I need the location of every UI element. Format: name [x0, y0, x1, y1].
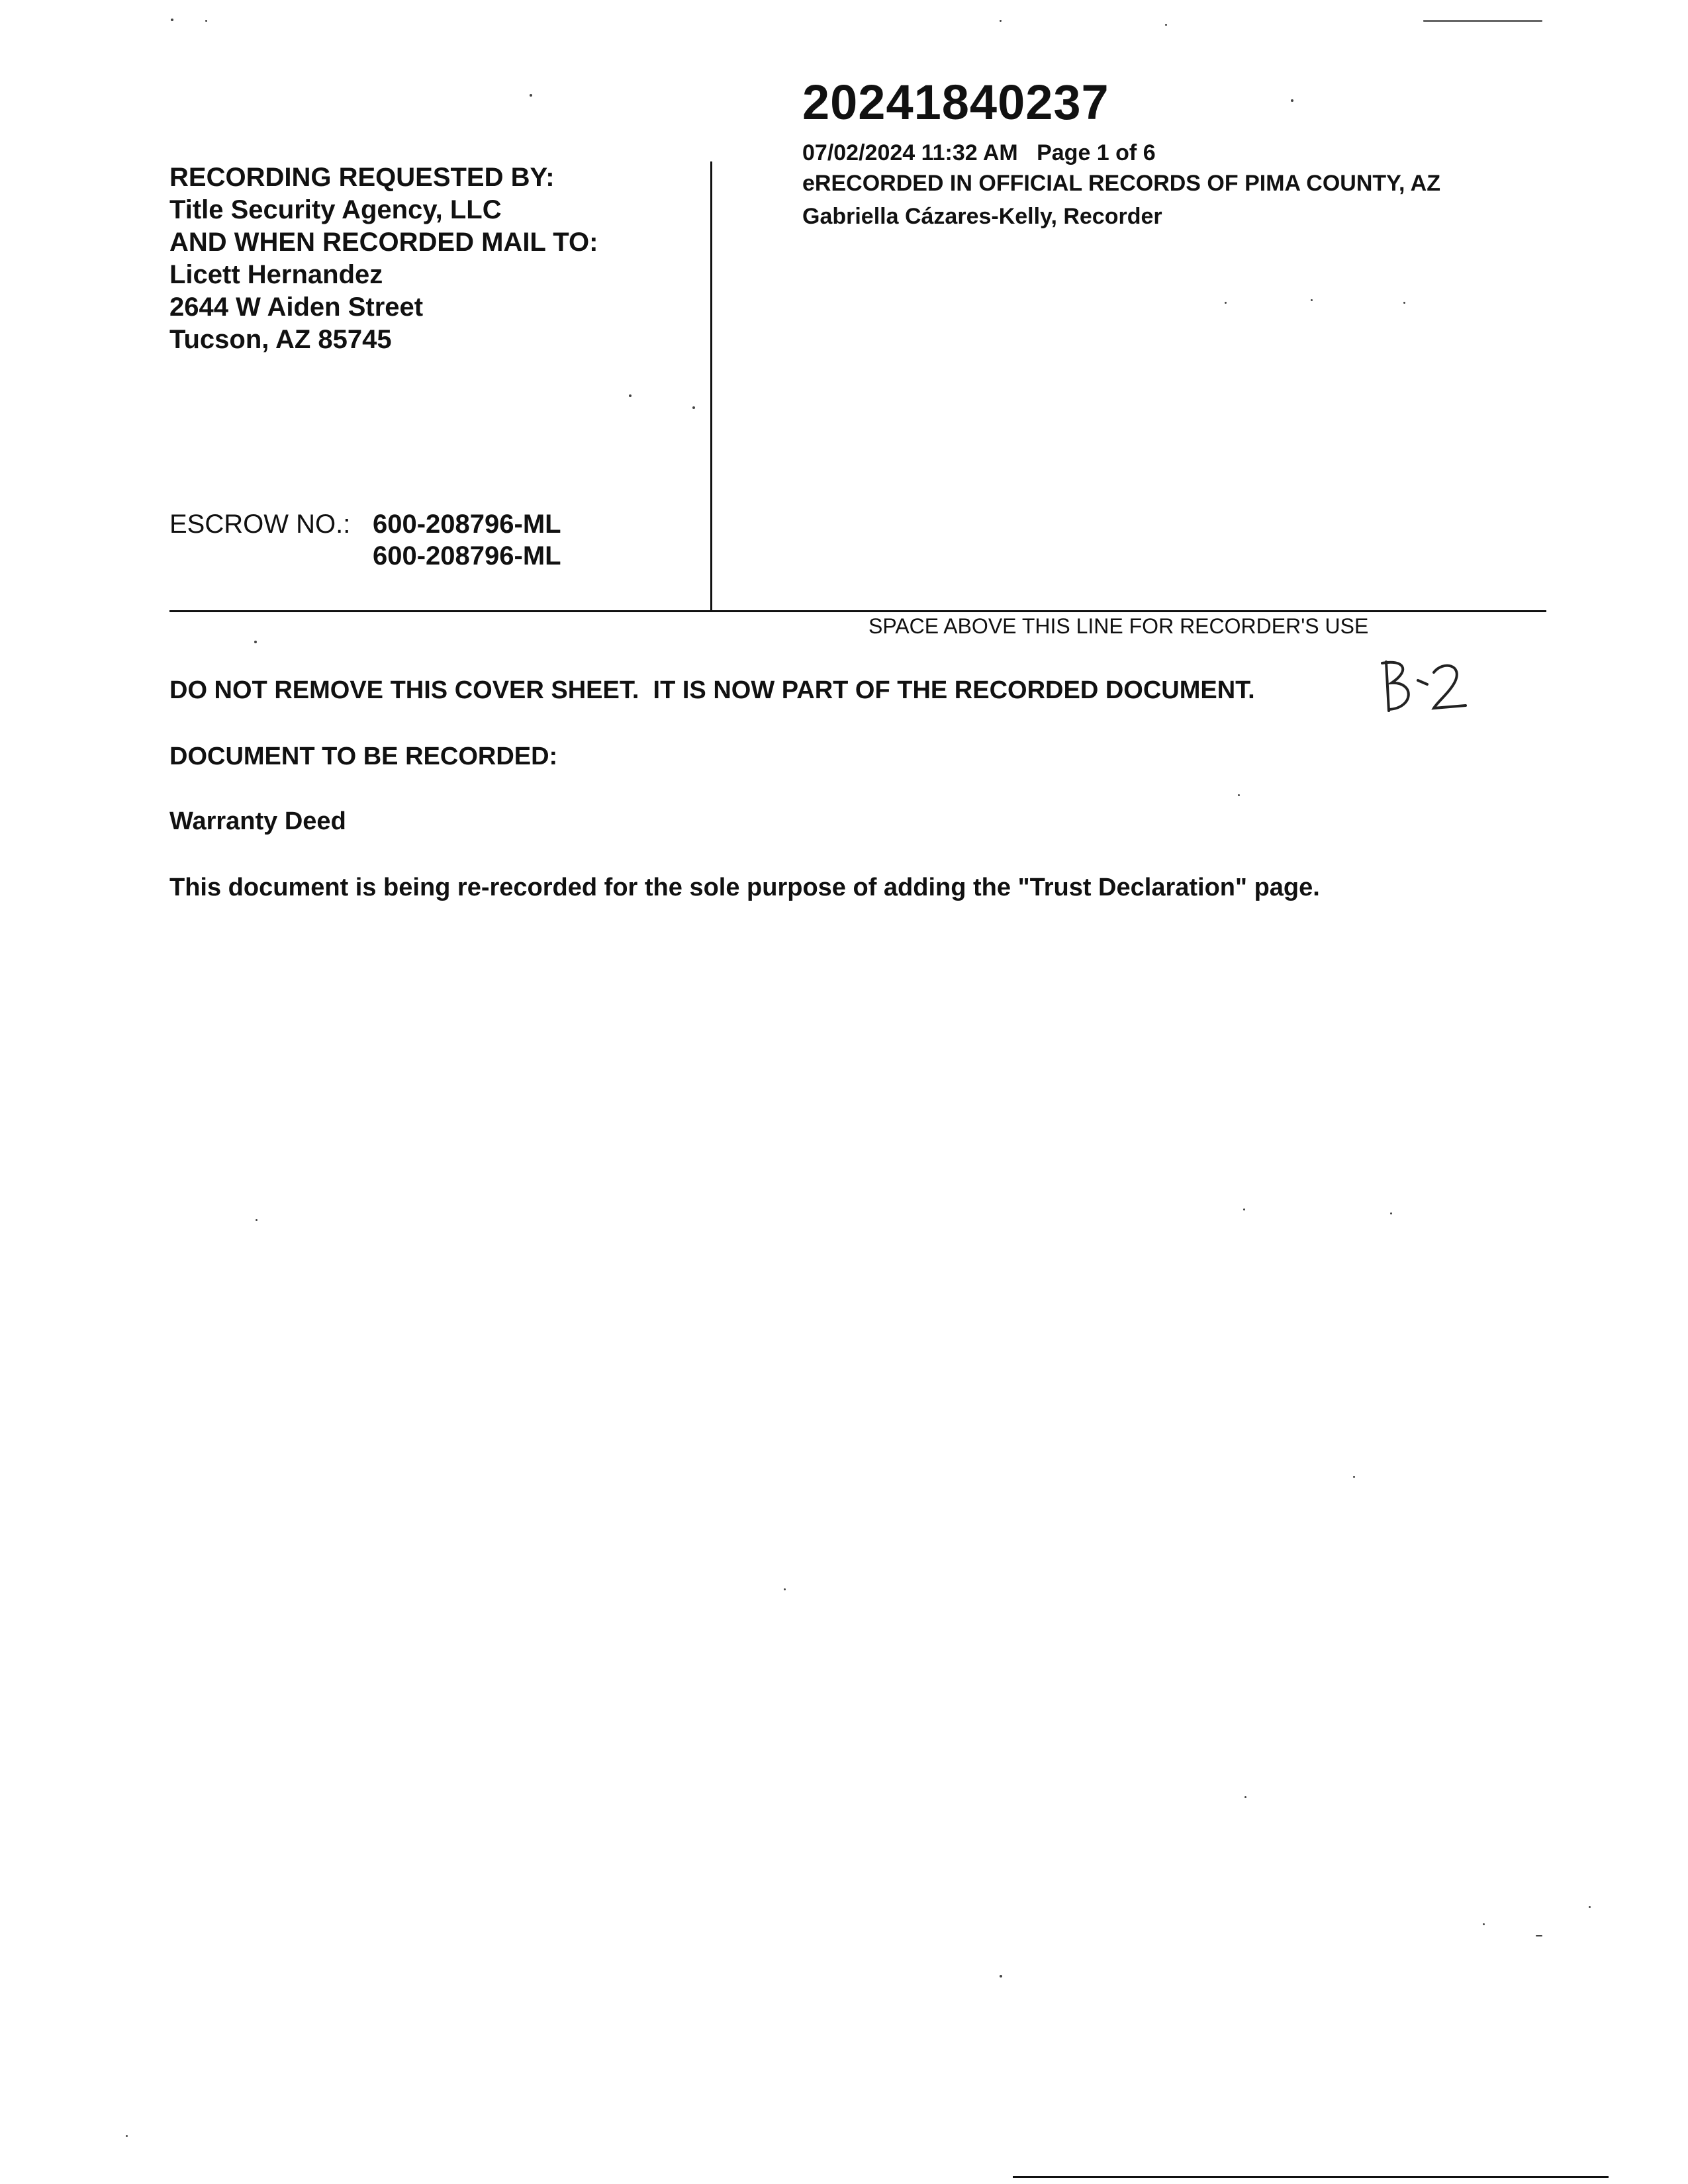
scan-speck — [1483, 1923, 1485, 1925]
scan-speck — [1353, 1476, 1355, 1478]
scan-speck — [1225, 302, 1227, 304]
requested-by: Title Security Agency, LLC — [169, 195, 502, 224]
recorder-use-caption: SPACE ABOVE THIS LINE FOR RECORDER'S USE — [868, 614, 1369, 638]
escrow-number: 600-208796-ML — [373, 541, 561, 570]
document-type: Warranty Deed — [169, 807, 346, 835]
scan-speck — [1390, 1212, 1392, 1214]
scan-speck — [1536, 1935, 1542, 1936]
scan-speck — [1243, 1208, 1245, 1210]
scan-speck — [1000, 1975, 1002, 1978]
scan-speck — [629, 394, 632, 397]
document-number: 20241840237 — [802, 75, 1109, 130]
mail-to-city: Tucson, AZ 85745 — [169, 325, 392, 354]
handwritten-b2-mark — [1377, 655, 1470, 715]
escrow-number: 600-208796-ML — [373, 510, 561, 539]
scan-speck — [1291, 99, 1293, 102]
scan-speck — [1000, 20, 1002, 22]
scan-speck — [784, 1588, 786, 1590]
recording-info-block — [169, 161, 598, 356]
scan-speck — [1589, 1906, 1591, 1908]
recording-date-page: 07/02/2024 11:32 AM Page 1 of 6 — [802, 140, 1156, 165]
mail-to-label: AND WHEN RECORDED MAIL TO: — [169, 228, 598, 257]
cover-sheet-warning: DO NOT REMOVE THIS COVER SHEET. IT IS NOW PART OF THE RECORDED DOCUMENT. — [169, 676, 1255, 704]
bottom-edge-line — [1013, 2176, 1609, 2178]
scan-speck — [1403, 302, 1405, 304]
scan-speck — [171, 19, 173, 21]
scan-speck — [126, 2135, 128, 2137]
scan-speck — [1311, 299, 1313, 301]
recording-office: eRECORDED IN OFFICIAL RECORDS OF PIMA COUNTY, AZ — [802, 171, 1441, 196]
recorder-use-line — [169, 610, 1546, 612]
mail-to-street: 2644 W Aiden Street — [169, 293, 424, 322]
scan-speck — [1165, 24, 1167, 26]
document-to-be-recorded-label: DOCUMENT TO BE RECORDED: — [169, 743, 558, 770]
scan-speck — [1244, 1796, 1246, 1798]
vertical-divider — [710, 161, 712, 612]
scan-speck — [1423, 20, 1542, 22]
scan-speck — [692, 406, 695, 409]
mail-to-name: Licett Hernandez — [169, 260, 383, 289]
re-recording-note: This document is being re-recorded for the sole purpose of adding the "Trust Declaration" page. — [169, 874, 1320, 901]
scan-speck — [254, 641, 257, 643]
escrow-label: ESCROW NO.: — [169, 510, 351, 539]
scan-speck — [1238, 794, 1240, 796]
scan-speck — [530, 94, 532, 97]
requested-by-label: RECORDING REQUESTED BY: — [169, 163, 555, 192]
scan-speck — [256, 1219, 258, 1221]
scan-speck — [205, 20, 207, 22]
recorder-name: Gabriella Cázares-Kelly, Recorder — [802, 204, 1162, 229]
